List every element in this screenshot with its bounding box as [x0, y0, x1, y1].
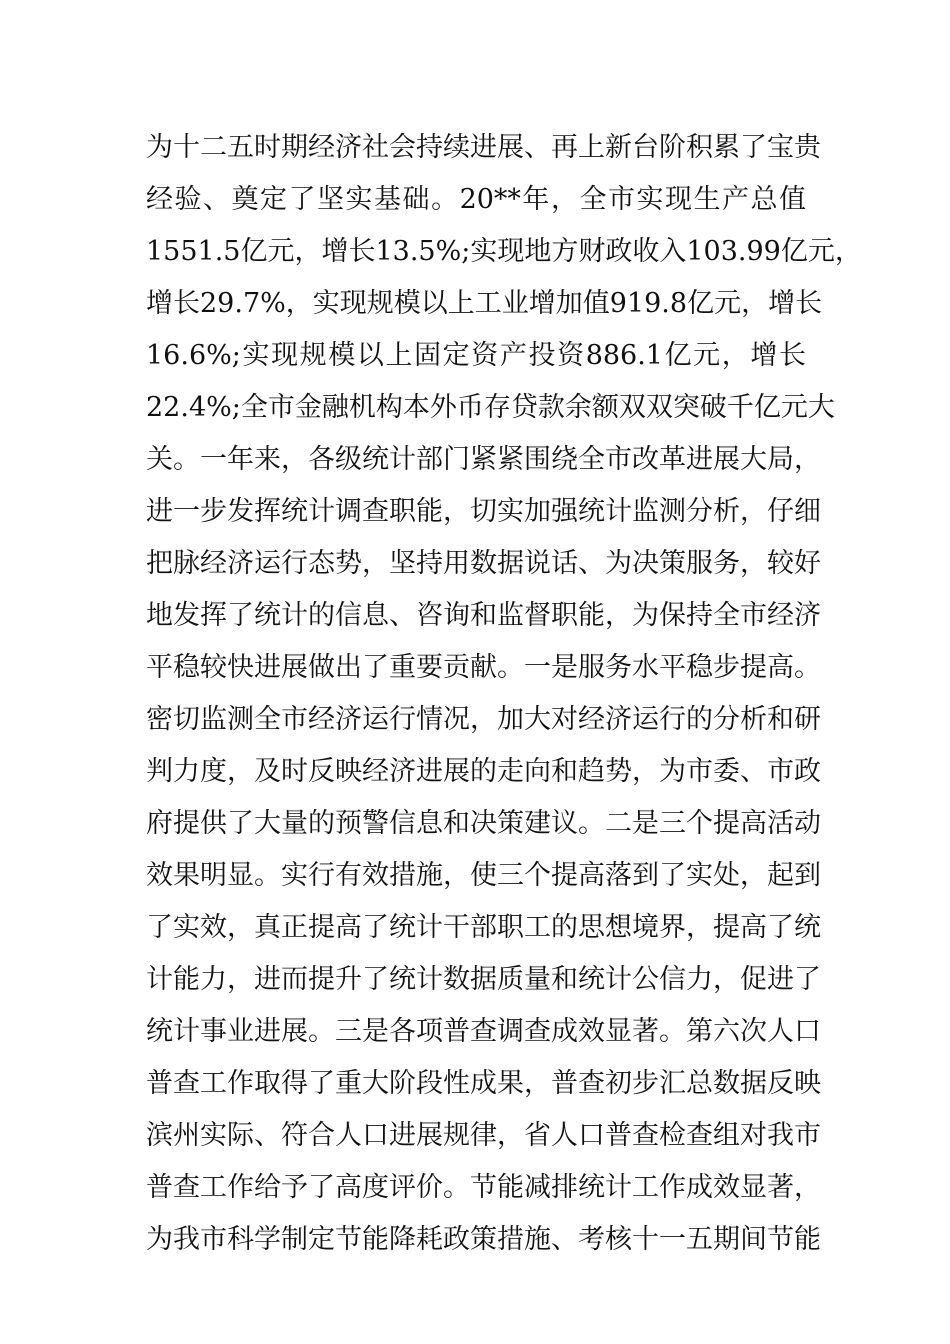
text-line: 把脉经济运行态势，坚持用数据说话、为决策服务，较好	[146, 548, 821, 579]
text-line: 普查工作取得了重大阶段性成果，普查初步汇总数据反映	[146, 1068, 821, 1099]
text-line: 效果明显。实行有效措施，使三个提高落到了实处，起到	[146, 860, 821, 891]
text-line: 普查工作给予了高度评价。节能减排统计工作成效显著，	[146, 1172, 821, 1203]
text-line: 计能力，进而提升了统计数据质量和统计公信力，促进了	[146, 964, 821, 995]
text-line: 增长29.7%，实现规模以上工业增加值919.8亿元，增长	[146, 288, 823, 319]
text-line: 为我市科学制定节能降耗政策措施、考核十一五期间节能	[146, 1224, 821, 1255]
text-line: 16.6%;实现规模以上固定资产投资886.1亿元，增长	[146, 340, 806, 371]
text-line: 进一步发挥统计调查职能，切实加强统计监测分析，仔细	[146, 496, 821, 527]
text-line: 滨州实际、符合人口进展规律，省人口普查检查组对我市	[146, 1120, 821, 1151]
text-line: 平稳较快进展做出了重要贡献。一是服务水平稳步提高。	[146, 652, 821, 683]
text-line: 了实效，真正提高了统计干部职工的思想境界，提高了统	[146, 912, 821, 943]
text-line: 密切监测全市经济运行情况，加大对经济运行的分析和研	[146, 704, 821, 735]
text-line: 统计事业进展。三是各项普查调查成效显著。第六次人口	[146, 1016, 821, 1047]
text-line: 府提供了大量的预警信息和决策建议。二是三个提高活动	[146, 808, 821, 839]
text-line: 关。一年来，各级统计部门紧紧围绕全市改革进展大局，	[146, 444, 821, 475]
text-line: 经验、奠定了坚实基础。20**年，全市实现生产总值	[146, 184, 806, 215]
text-line: 地发挥了统计的信息、咨询和监督职能，为保持全市经济	[146, 600, 821, 631]
text-line: 为十二五时期经济社会持续进展、再上新台阶积累了宝贵	[146, 132, 821, 163]
text-line: 1551.5亿元，增长13.5%;实现地方财政收入103.99亿元，	[146, 236, 862, 267]
text-line: 判力度，及时反映经济进展的走向和趋势，为市委、市政	[146, 756, 821, 787]
text-line: 22.4%;全市金融机构本外币存贷款余额双双突破千亿元大	[146, 392, 835, 423]
